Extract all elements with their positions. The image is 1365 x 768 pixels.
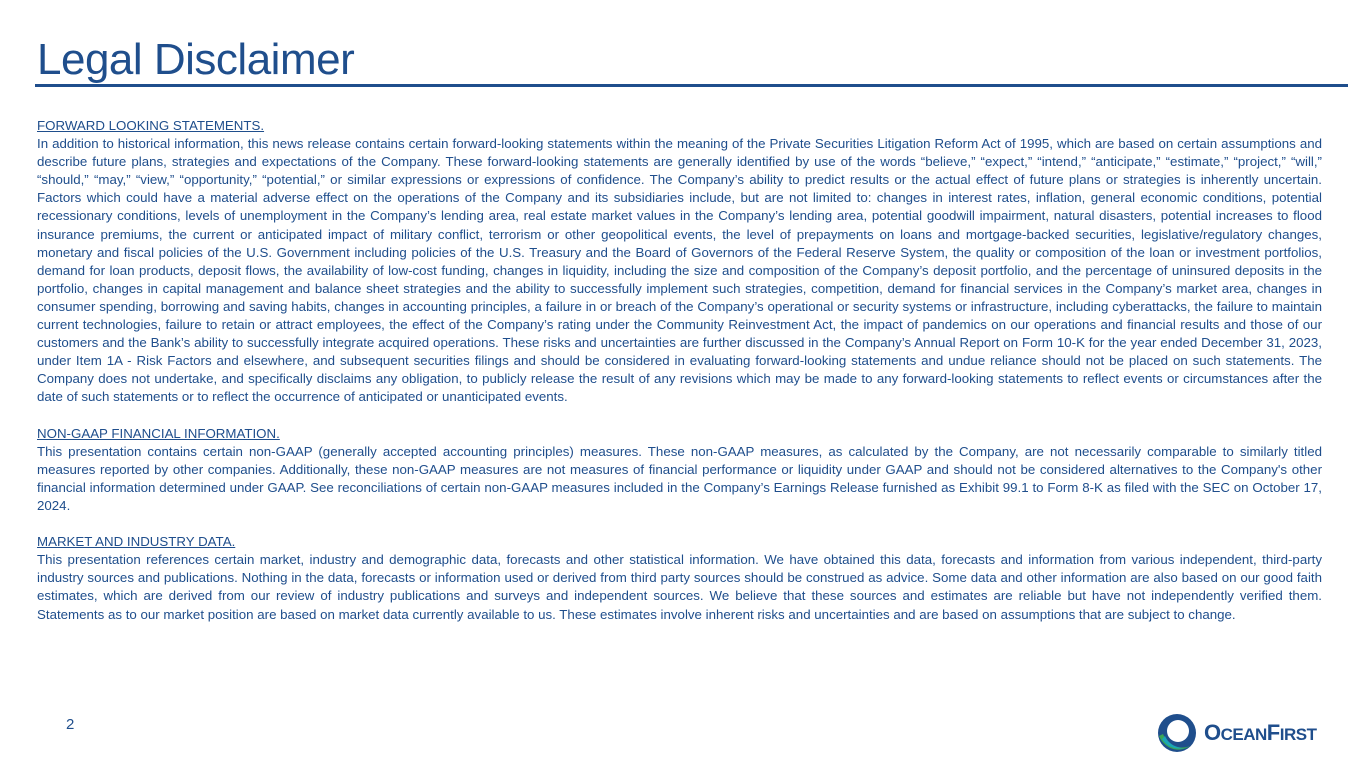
non-gaap-section (37, 425, 1322, 515)
logo-letter: F (1266, 720, 1280, 745)
page-title: Legal Disclaimer (37, 35, 355, 84)
logo-letters: IRST (1279, 725, 1317, 744)
section-heading: FORWARD LOOKING STATEMENTS. (37, 118, 265, 133)
disclaimer-content (37, 117, 1322, 642)
section-body: In addition to historical information, this news release contains certain forward-looking statements within the meaning of the Private Securities Litigation Reform Act of 1995, which are based on certain assumptions and describe future plans, strategies and expectations of the Company. These forward-looking statements are generally identified by use of the words “believe,” “expect,” “intend,” “anticipate,” “estimate,” “project,” “will,” “should,” “may,” “view,” “opportunity,” “potential,” or similar expressions or expressions of confidence. The Company’s ability to predict results or the actual effect of future plans or strategies is inherently uncertain. Factors which could have a material adverse effect on the operations of the Company and its subsidiaries include, but are not limited to: changes in interest rates, inflation, general economic conditions, potential recessionary conditions, levels of unemployment in the Company’s lending area, real estate market values in the Company’s lending area, potential goodwill impairment, natural disasters, potential increases to flood insurance premiums, the current or anticipated impact of military conflict, terrorism or other geopolitical events, the level of prepayments on loans and mortgage-backed securities, legislative/regulatory changes, monetary and fiscal policies of the U.S. Government including policies of the U.S. Treasury and the Board of Governors of the Federal Reserve System, the quality or composition of the loan or investment portfolios, demand for loan products, deposit flows, the availability of low-cost funding, changes in liquidity, including the size and composition of the Company’s deposit portfolio, and the percentage of uninsured deposits in the portfolio, changes in capital management and balance sheet strategies and the ability to successfully implement such strategies, competition, demand for financial services in the Company’s market area, changes in consumer spending, borrowing and saving habits, changes in accounting principles, a failure in or breach of the Company’s operational or security systems or infrastructure, including cyberattacks, the failure to maintain current technologies, failure to retain or attract employees, the effect of the Company’s rating under the Community Reinvestment Act, the impact of pandemics on our operations and financial results and those of our customers and the Bank’s ability to successfully integrate acquired operations. These risks and uncertainties are further discussed in the Company’s Annual Report on Form 10-K for the year ended December 31, 2023, under Item 1A - Risk Factors and elsewhere, and subsequent securities filings and should be considered in evaluating forward-looking statements and undue reliance should not be placed on such statements. The Company does not undertake, and specifically disclaims any obligation, to publicly release the result of any revisions which may be made to any forward-looking statements to reflect events or circumstances after the date of such statements or to reflect the occurrence of anticipated or unanticipated events. (37, 136, 1322, 405)
section-body: This presentation references certain market, industry and demographic data, forecasts and other statistical information. We have obtained this data, forecasts and information from various independent, third-party industry sources and publications. Nothing in the data, forecasts or information used or derived from third party sources should be construed as advice. Some data and other information are also based on our good faith estimates, which are derived from our review of industry publications and surveys and independent sources. We believe that these sources and estimates are reliable but have not independently verified them. Statements as to our market position are based on market data currently available to us. These estimates involve inherent risks and uncertainties and are based on assumptions that are subject to change. (37, 552, 1322, 622)
section-body: This presentation contains certain non-GAAP (generally accepted accounting principles) measures. These non-GAAP measures, as calculated by the Company, are not necessarily comparable to similarly titled measures reported by other companies. Additionally, these non-GAAP measures are not measures of financial performance or liquidity under GAAP and should not be considered alternatives to the Company's other financial information determined under GAAP. See reconciliations of certain non-GAAP measures included in the Company’s Earnings Release furnished as Exhibit 99.1 to Form 8-K as filed with the SEC on October 17, 2024. (37, 443, 1322, 513)
page-number: 2 (66, 716, 75, 733)
title-divider (35, 84, 1348, 87)
logo-wordmark (1204, 722, 1316, 744)
oceanfirst-logo (1156, 711, 1342, 755)
forward-looking-section (37, 117, 1322, 407)
section-heading: MARKET AND INDUSTRY DATA. (37, 534, 236, 550)
market-data-section (37, 533, 1322, 623)
section-heading: NON-GAAP FINANCIAL INFORMATION. (37, 425, 280, 441)
logo-letters: CEAN (1220, 725, 1267, 744)
logo-letter: O (1204, 720, 1221, 745)
wave-logo-icon (1156, 712, 1198, 754)
